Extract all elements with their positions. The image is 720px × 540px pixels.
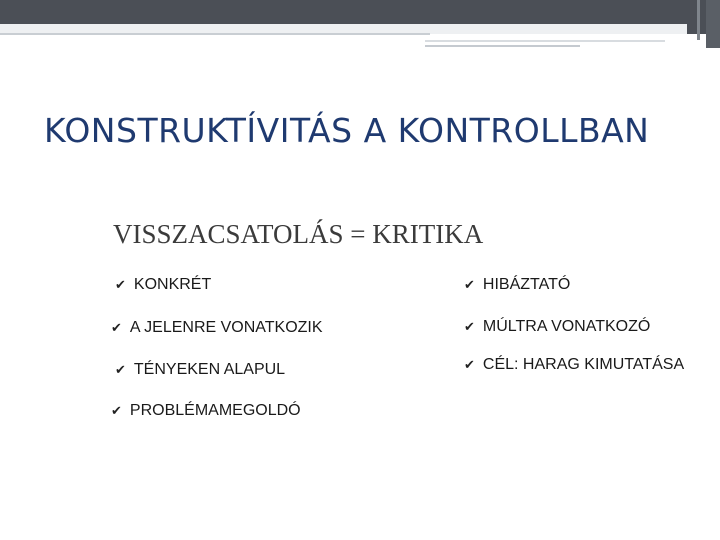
right-item-label: HIBÁZTATÓ [482, 276, 571, 293]
left-item-label: A JELENRE VONATKOZIK [129, 319, 323, 336]
left-item-3 [115, 361, 285, 379]
left-item-label: PROBLÉMAMEGOLDÓ [129, 402, 301, 419]
left-item-2 [111, 319, 323, 337]
check-icon: ✔ [464, 319, 475, 334]
header-accent-line-short [425, 45, 580, 47]
check-icon: ✔ [115, 277, 126, 292]
header-corner-edge [706, 0, 720, 48]
left-item-label: KONKRÉT [133, 276, 212, 293]
header-bar [0, 0, 720, 24]
check-icon: ✔ [111, 403, 122, 418]
header-accent-line [425, 40, 665, 42]
slide-title: KONSTRUKTÍVITÁS A KONTROLLBAN [44, 111, 650, 150]
check-icon: ✔ [464, 357, 475, 372]
check-icon: ✔ [464, 277, 475, 292]
right-item-1 [464, 276, 570, 294]
slide-subtitle: VISSZACSATOLÁS = KRITIKA [113, 219, 484, 249]
check-icon: ✔ [115, 362, 126, 377]
right-item-label: CÉL: HARAG KIMUTATÁSA [482, 356, 685, 373]
right-item-label: MÚLTRA VONATKOZÓ [482, 318, 651, 335]
right-item-3 [464, 356, 684, 374]
left-item-1 [115, 276, 211, 294]
header-corner-bar [697, 0, 700, 40]
left-item-4 [111, 402, 301, 420]
right-item-2 [464, 318, 650, 336]
check-icon: ✔ [111, 320, 122, 335]
left-item-label: TÉNYEKEN ALAPUL [133, 361, 286, 378]
header-stripe [0, 33, 430, 35]
